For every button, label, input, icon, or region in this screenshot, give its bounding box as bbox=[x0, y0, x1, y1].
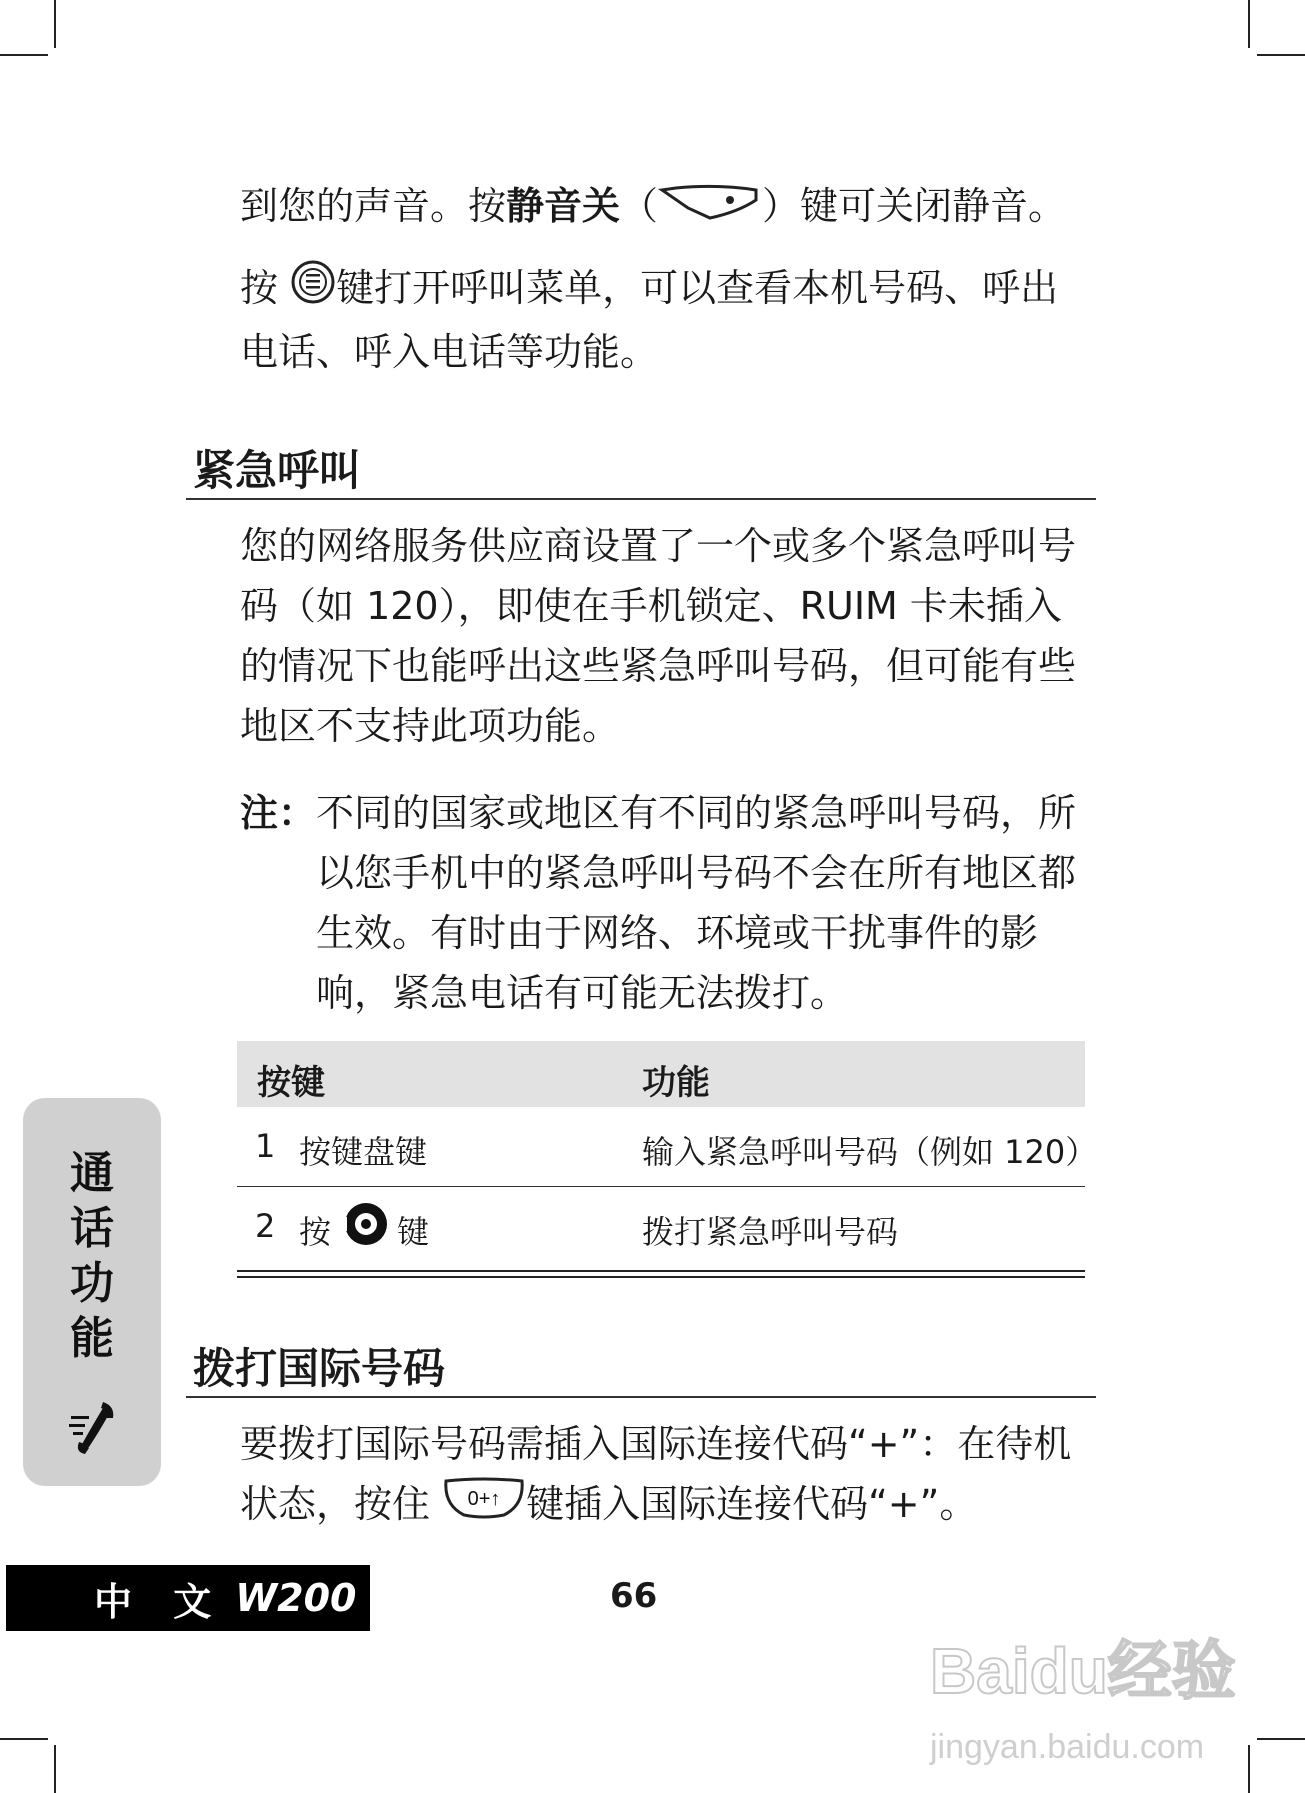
menu-prefix: 按 bbox=[240, 266, 279, 310]
crop-mark bbox=[1257, 54, 1305, 56]
page-number: 66 bbox=[610, 1576, 658, 1616]
emergency-body: 您的网络服务供应商设置了一个或多个紧急呼叫号码（如 120），即使在手机锁定、RUIM 卡未插入的情况下也能呼出这些紧急呼叫号码，但可能有些地区不支持此项功能。 bbox=[240, 524, 1077, 748]
crop-mark bbox=[1257, 1738, 1305, 1740]
international-line1: 要拨打国际号码需插入国际连接代码“+”：在待机 bbox=[240, 1422, 1072, 1466]
crop-mark bbox=[0, 54, 48, 56]
row-function: 拨打紧急呼叫号码 bbox=[642, 1213, 899, 1251]
watermark-url: jingyan.baidu.com bbox=[930, 1728, 1205, 1766]
right-softkey-icon bbox=[658, 178, 762, 239]
chapter-tab-label bbox=[23, 1146, 161, 1366]
tab-char: 话 bbox=[70, 1203, 114, 1254]
mute-text-end: ）键可关闭静音。 bbox=[762, 184, 1067, 228]
emergency-key-table bbox=[237, 1041, 1098, 1267]
watermark-logo: Baidu经验 bbox=[930, 1635, 1236, 1707]
zero-plus-key-label: 0+↑ bbox=[467, 1488, 501, 1510]
menu-key-icon bbox=[290, 259, 336, 322]
zero-plus-key-icon bbox=[442, 1475, 526, 1538]
section-rule bbox=[186, 1396, 1096, 1398]
menu-text: 键打开呼叫菜单，可以查看本机号码、呼出电话、呼入电话等功能。 bbox=[240, 266, 1059, 374]
phone-handset-icon bbox=[69, 1398, 121, 1460]
brand-label bbox=[6, 1565, 370, 1631]
table-row bbox=[237, 1107, 1098, 1187]
header-key: 按键 bbox=[257, 1063, 325, 1103]
international-prefix: 状态，按住 bbox=[240, 1482, 431, 1526]
row-function: 输入紧急呼叫号码（例如 120） bbox=[642, 1133, 1098, 1171]
international-suffix: 键插入国际连接代码“+”。 bbox=[526, 1482, 978, 1526]
tab-char: 能 bbox=[70, 1313, 114, 1364]
send-key-icon bbox=[341, 1199, 391, 1257]
baidu-watermark bbox=[930, 1600, 1260, 1780]
crop-mark bbox=[0, 1738, 48, 1740]
tab-char: 通 bbox=[70, 1148, 114, 1199]
crop-mark bbox=[54, 0, 56, 48]
section-title-emergency: 紧急呼叫 bbox=[193, 446, 362, 495]
mute-text: 到您的声音。按 bbox=[240, 184, 507, 228]
table-header bbox=[237, 1041, 1085, 1107]
row-key: 按键盘键 bbox=[299, 1133, 428, 1171]
row-key-prefix: 按 bbox=[299, 1213, 332, 1251]
note-label: 注： bbox=[240, 791, 317, 835]
mute-paragraph bbox=[240, 176, 1090, 239]
international-line2 bbox=[240, 1474, 1090, 1538]
section-title-international: 拨打国际号码 bbox=[193, 1344, 446, 1393]
note-body: 不同的国家或地区有不同的紧急呼叫号码，所以您手机中的紧急呼叫号码不会在所有地区都生效。有时由于网络、环境或干扰事件的影响，紧急电话有可能无法拨打。 bbox=[316, 791, 1077, 1015]
crop-mark bbox=[1248, 0, 1250, 48]
row-number: 2 bbox=[255, 1207, 276, 1245]
section-rule bbox=[186, 498, 1096, 500]
table-row bbox=[237, 1187, 1085, 1267]
brand-cn: 中 文 bbox=[94, 1579, 226, 1624]
table-bottom-rule bbox=[237, 1270, 1085, 1272]
table-bottom-rule bbox=[237, 1276, 1085, 1278]
header-function: 功能 bbox=[642, 1063, 710, 1103]
row-key-suffix: 键 bbox=[397, 1213, 430, 1251]
row-number: 1 bbox=[255, 1127, 276, 1165]
brand-model: W200 bbox=[235, 1576, 357, 1620]
paren-open: （ bbox=[620, 184, 659, 228]
tab-char: 功 bbox=[70, 1258, 114, 1309]
menu-paragraph bbox=[240, 258, 1090, 382]
crop-mark bbox=[54, 1745, 56, 1793]
chapter-side-tab bbox=[23, 1098, 161, 1486]
mute-key-name: 静音关 bbox=[506, 184, 621, 228]
